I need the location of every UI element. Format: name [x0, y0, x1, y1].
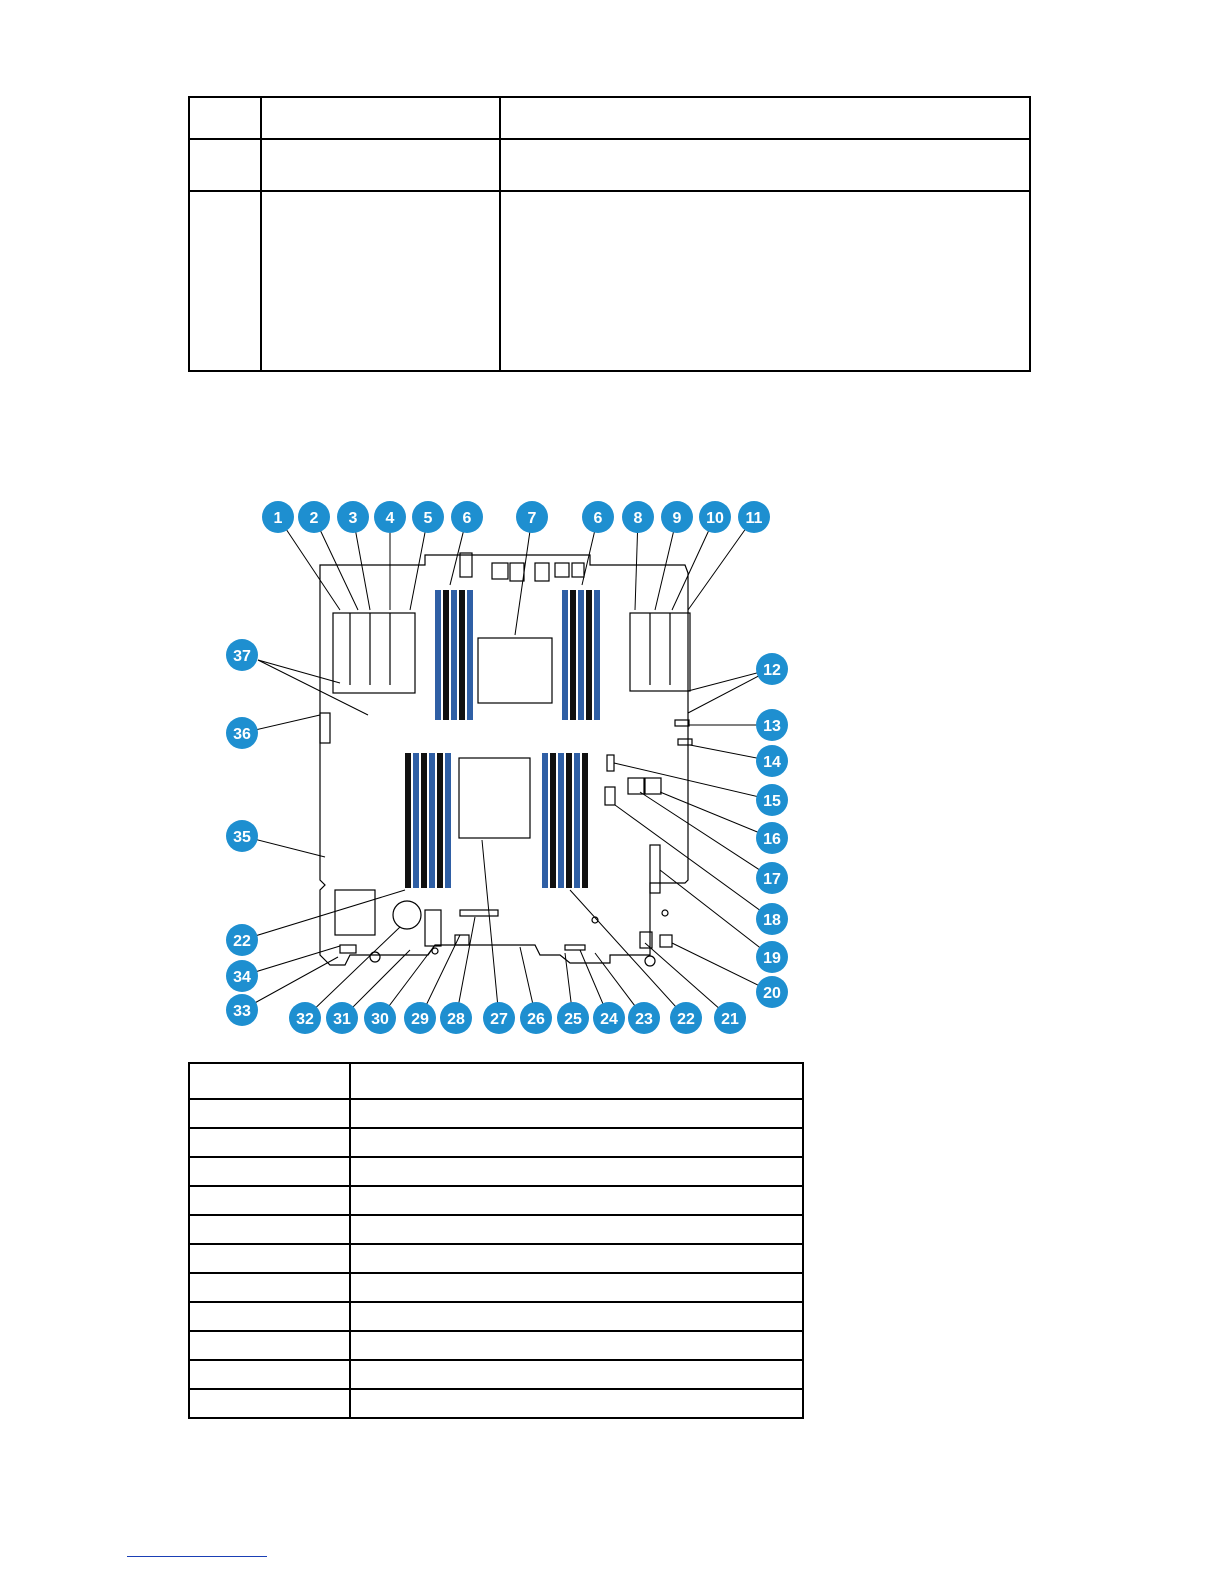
svg-text:22: 22: [677, 1011, 695, 1028]
table-row: [189, 1273, 803, 1302]
callout-9: [661, 501, 693, 533]
callout-16: [756, 822, 788, 854]
system-board-diagram: [210, 495, 800, 1040]
svg-text:17: 17: [763, 871, 781, 888]
callout-21: [714, 1002, 746, 1034]
table-header-row: [189, 97, 1030, 139]
dimm-slots-lower-left: [405, 753, 451, 888]
callout-35: [226, 820, 258, 852]
callout-6a: [451, 501, 483, 533]
callout-22b: [670, 1002, 702, 1034]
svg-text:4: 4: [385, 510, 395, 527]
svg-text:15: 15: [763, 793, 781, 810]
svg-text:14: 14: [763, 754, 781, 771]
svg-text:21: 21: [721, 1011, 739, 1028]
callout-34: [226, 960, 258, 992]
component-table: [188, 1062, 804, 1419]
dimm-slots-lower-right: [542, 753, 588, 888]
table-row: [189, 1186, 803, 1215]
svg-text:9: 9: [672, 510, 682, 527]
callout-24: [593, 1002, 625, 1034]
callout-29: [404, 1002, 436, 1034]
callout-12: [756, 653, 788, 685]
svg-text:10: 10: [706, 510, 724, 527]
svg-text:28: 28: [447, 1011, 465, 1028]
svg-text:19: 19: [763, 950, 781, 967]
svg-text:29: 29: [411, 1011, 429, 1028]
callout-1: [262, 501, 294, 533]
svg-text:5: 5: [423, 510, 433, 527]
callout-23: [628, 1002, 660, 1034]
callout-36: [226, 717, 258, 749]
svg-text:25: 25: [564, 1011, 582, 1028]
table-row: [189, 1099, 803, 1128]
svg-text:30: 30: [371, 1011, 389, 1028]
callout-3: [337, 501, 369, 533]
callout-15: [756, 784, 788, 816]
svg-text:26: 26: [527, 1011, 545, 1028]
dimm-slots-upper-right: [562, 590, 600, 720]
table-row: [189, 1128, 803, 1157]
system-battery: [393, 901, 421, 929]
footer-link[interactable]: [127, 1556, 267, 1557]
svg-text:6: 6: [462, 510, 472, 527]
svg-text:8: 8: [633, 510, 643, 527]
table-row: [189, 1157, 803, 1186]
svg-text:20: 20: [763, 985, 781, 1002]
table-row: [189, 1331, 803, 1360]
svg-text:31: 31: [333, 1011, 351, 1028]
svg-text:7: 7: [527, 510, 537, 527]
callout-13: [756, 709, 788, 741]
svg-text:6: 6: [593, 510, 603, 527]
table-row: [189, 1360, 803, 1389]
table-row: [189, 1244, 803, 1273]
svg-text:36: 36: [233, 726, 251, 743]
callout-30: [364, 1002, 396, 1034]
processor-2-socket: [478, 638, 552, 703]
svg-text:32: 32: [296, 1011, 314, 1028]
table-header-row: [189, 1063, 803, 1099]
callout-11: [738, 501, 770, 533]
callout-32: [289, 1002, 321, 1034]
svg-text:34: 34: [233, 969, 251, 986]
callout-7: [516, 501, 548, 533]
svg-text:3: 3: [348, 510, 358, 527]
svg-text:2: 2: [309, 510, 319, 527]
table-row: [189, 191, 1030, 371]
svg-text:18: 18: [763, 912, 781, 929]
callout-26: [520, 1002, 552, 1034]
callout-33: [226, 994, 258, 1026]
callout-markers: [226, 501, 788, 1034]
svg-text:13: 13: [763, 718, 781, 735]
processor-1-socket: [459, 758, 530, 838]
table-row: [189, 1215, 803, 1244]
callout-5: [412, 501, 444, 533]
svg-text:12: 12: [763, 662, 781, 679]
callout-4: [374, 501, 406, 533]
callout-22a: [226, 924, 258, 956]
callout-10: [699, 501, 731, 533]
table-row: [189, 1302, 803, 1331]
svg-text:11: 11: [745, 510, 763, 527]
callout-17: [756, 862, 788, 894]
callout-8: [622, 501, 654, 533]
callout-37: [226, 639, 258, 671]
callout-27: [483, 1002, 515, 1034]
svg-text:35: 35: [233, 829, 251, 846]
svg-text:22: 22: [233, 933, 251, 950]
svg-text:37: 37: [233, 648, 251, 665]
table-row: [189, 1389, 803, 1418]
callout-18: [756, 903, 788, 935]
svg-text:23: 23: [635, 1011, 653, 1028]
svg-text:1: 1: [273, 510, 283, 527]
svg-text:27: 27: [490, 1011, 508, 1028]
svg-text:33: 33: [233, 1003, 251, 1020]
callout-28: [440, 1002, 472, 1034]
pcie-riser-left: [333, 613, 415, 693]
callout-31: [326, 1002, 358, 1034]
callout-19: [756, 941, 788, 973]
callout-20: [756, 976, 788, 1008]
dimm-slots-upper-left: [435, 590, 473, 720]
specification-table: [188, 96, 1031, 372]
callout-2: [298, 501, 330, 533]
svg-text:24: 24: [600, 1011, 618, 1028]
callout-25: [557, 1002, 589, 1034]
callout-6b: [582, 501, 614, 533]
svg-text:16: 16: [763, 831, 781, 848]
pcie-riser-right: [630, 613, 690, 691]
callout-14: [756, 745, 788, 777]
leader-lines: [242, 517, 772, 1018]
table-row: [189, 139, 1030, 191]
